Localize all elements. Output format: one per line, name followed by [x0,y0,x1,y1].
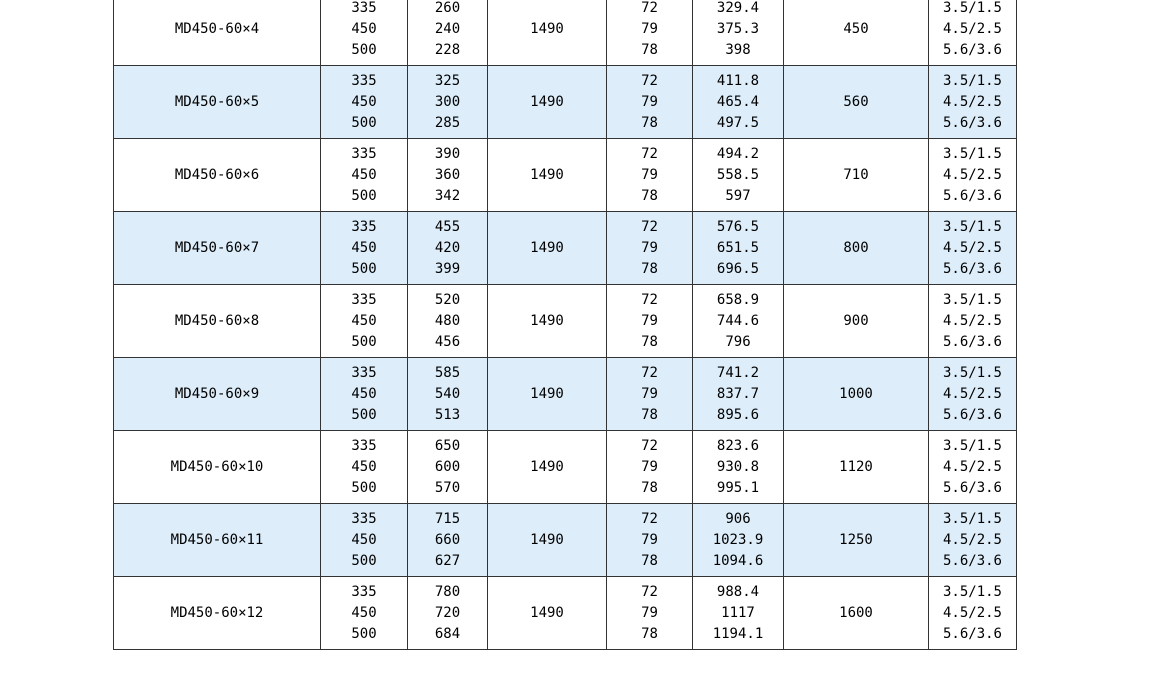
npsh-cell-value: 5.6/3.6 [942,114,1002,131]
head-cell-value: 480 [434,312,461,329]
head-cell-value: 228 [434,41,461,58]
speed-cell: 1490 [488,212,607,285]
table-body [114,0,1017,650]
table-row [114,139,1017,212]
model-cell: MD450-60×5 [114,66,321,139]
speed-cell: 1490 [488,358,607,431]
npsh-cell [929,139,1017,212]
npsh-cell-value: 4.5/2.5 [942,312,1002,329]
shaft-power-cell-value: 597 [725,187,751,204]
efficiency-cell-value: 72 [641,72,658,89]
head-cell-value: 715 [434,510,461,527]
table-row [114,66,1017,139]
npsh-cell-value: 3.5/1.5 [942,0,1002,16]
npsh-cell-value: 5.6/3.6 [942,625,1002,642]
efficiency-cell-value: 78 [641,187,658,204]
motor-power-cell: 450 [784,0,929,66]
efficiency-cell-value: 79 [641,93,658,110]
efficiency-cell [607,66,693,139]
flow-cell-value: 500 [351,260,377,277]
flow-cell [321,431,408,504]
shaft-power-cell-value: 494.2 [716,145,760,162]
flow-cell-value: 450 [351,166,377,183]
shaft-power-cell [693,0,784,66]
head-cell-value: 300 [434,93,461,110]
motor-power-cell: 1000 [784,358,929,431]
head-cell-value: 684 [434,625,461,642]
npsh-cell [929,0,1017,66]
table-row [114,577,1017,650]
flow-cell-value: 335 [351,218,377,235]
model-cell: MD450-60×4 [114,0,321,66]
motor-power-cell: 1250 [784,504,929,577]
table-row [114,431,1017,504]
flow-cell-value: 500 [351,333,377,350]
efficiency-cell-value: 78 [641,114,658,131]
flow-cell [321,577,408,650]
motor-power-cell: 1600 [784,577,929,650]
model-cell: MD450-60×8 [114,285,321,358]
efficiency-cell-value: 79 [641,20,658,37]
npsh-cell-value: 5.6/3.6 [942,41,1002,58]
table-row [114,285,1017,358]
shaft-power-cell-value: 411.8 [716,72,760,89]
efficiency-cell [607,139,693,212]
npsh-cell-value: 3.5/1.5 [942,145,1002,162]
flow-cell-value: 450 [351,604,377,621]
shaft-power-cell-value: 576.5 [716,218,760,235]
shaft-power-cell-value: 930.8 [716,458,760,475]
efficiency-cell-value: 72 [641,364,658,381]
flow-cell [321,358,408,431]
model-cell: MD450-60×7 [114,212,321,285]
efficiency-cell-value: 79 [641,604,658,621]
head-cell-value: 627 [434,552,461,569]
npsh-cell-value: 5.6/3.6 [942,333,1002,350]
flow-cell-value: 500 [351,625,377,642]
shaft-power-cell [693,431,784,504]
head-cell-value: 390 [434,145,461,162]
head-cell [408,358,488,431]
shaft-power-cell-value: 497.5 [716,114,760,131]
npsh-cell-value: 5.6/3.6 [942,552,1002,569]
model-cell: MD450-60×6 [114,139,321,212]
flow-cell-value: 335 [351,145,377,162]
speed-cell: 1490 [488,0,607,66]
motor-power-cell: 900 [784,285,929,358]
npsh-cell-value: 5.6/3.6 [942,260,1002,277]
npsh-cell-value: 3.5/1.5 [942,218,1002,235]
head-cell-value: 520 [434,291,461,308]
shaft-power-cell [693,577,784,650]
shaft-power-cell-value: 1194.1 [712,625,764,642]
speed-cell: 1490 [488,139,607,212]
model-cell: MD450-60×11 [114,504,321,577]
model-cell: MD450-60×12 [114,577,321,650]
head-cell-value: 240 [434,20,461,37]
efficiency-cell-value: 78 [641,260,658,277]
pump-spec-table [113,0,1017,650]
flow-cell-value: 500 [351,552,377,569]
head-cell [408,285,488,358]
efficiency-cell-value: 72 [641,583,658,600]
head-cell-value: 455 [434,218,461,235]
efficiency-cell-value: 72 [641,437,658,454]
speed-cell: 1490 [488,504,607,577]
head-cell-value: 260 [434,0,461,16]
head-cell-value: 540 [434,385,461,402]
flow-cell-value: 335 [351,72,377,89]
efficiency-cell-value: 79 [641,531,658,548]
flow-cell-value: 335 [351,583,377,600]
efficiency-cell-value: 79 [641,239,658,256]
npsh-cell-value: 4.5/2.5 [942,20,1002,37]
flow-cell-value: 335 [351,291,377,308]
speed-cell: 1490 [488,285,607,358]
efficiency-cell [607,431,693,504]
head-cell [408,577,488,650]
shaft-power-cell-value: 651.5 [716,239,760,256]
npsh-cell-value: 3.5/1.5 [942,510,1002,527]
shaft-power-cell-value: 398 [725,41,751,58]
shaft-power-cell [693,285,784,358]
npsh-cell-value: 5.6/3.6 [942,479,1002,496]
flow-cell-value: 335 [351,0,377,16]
shaft-power-cell-value: 696.5 [716,260,760,277]
table-row [114,358,1017,431]
flow-cell-value: 500 [351,406,377,423]
speed-cell: 1490 [488,431,607,504]
shaft-power-cell-value: 1023.9 [712,531,764,548]
npsh-cell [929,285,1017,358]
efficiency-cell [607,358,693,431]
npsh-cell-value: 4.5/2.5 [942,385,1002,402]
head-cell-value: 399 [434,260,461,277]
head-cell-value: 285 [434,114,461,131]
head-cell [408,139,488,212]
shaft-power-cell-value: 558.5 [716,166,760,183]
head-cell-value: 570 [434,479,461,496]
flow-cell-value: 450 [351,93,377,110]
shaft-power-cell-value: 329.4 [716,0,760,16]
efficiency-cell-value: 72 [641,218,658,235]
efficiency-cell-value: 79 [641,312,658,329]
npsh-cell-value: 5.6/3.6 [942,187,1002,204]
efficiency-cell-value: 79 [641,385,658,402]
head-cell [408,66,488,139]
shaft-power-cell-value: 744.6 [716,312,760,329]
npsh-cell-value: 4.5/2.5 [942,531,1002,548]
npsh-cell [929,66,1017,139]
npsh-cell-value: 4.5/2.5 [942,604,1002,621]
flow-cell-value: 450 [351,385,377,402]
table-row [114,212,1017,285]
shaft-power-cell [693,139,784,212]
head-cell-value: 660 [434,531,461,548]
shaft-power-cell-value: 988.4 [716,583,760,600]
shaft-power-cell-value: 658.9 [716,291,760,308]
flow-cell-value: 450 [351,458,377,475]
npsh-cell [929,577,1017,650]
efficiency-cell [607,577,693,650]
efficiency-cell-value: 72 [641,145,658,162]
efficiency-cell [607,0,693,66]
efficiency-cell-value: 72 [641,291,658,308]
table-row [114,0,1017,66]
efficiency-cell-value: 72 [641,0,658,16]
flow-cell [321,0,408,66]
shaft-power-cell-value: 375.3 [716,20,760,37]
shaft-power-cell-value: 895.6 [716,406,760,423]
npsh-cell [929,504,1017,577]
efficiency-cell-value: 78 [641,41,658,58]
npsh-cell-value: 3.5/1.5 [942,291,1002,308]
flow-cell [321,66,408,139]
head-cell [408,431,488,504]
shaft-power-cell-value: 1094.6 [712,552,764,569]
flow-cell [321,285,408,358]
npsh-cell-value: 3.5/1.5 [942,72,1002,89]
head-cell-value: 720 [434,604,461,621]
shaft-power-cell-value: 995.1 [716,479,760,496]
npsh-cell-value: 5.6/3.6 [942,406,1002,423]
flow-cell-value: 450 [351,239,377,256]
efficiency-cell-value: 78 [641,552,658,569]
shaft-power-cell [693,66,784,139]
flow-cell-value: 335 [351,364,377,381]
shaft-power-cell-value: 465.4 [716,93,760,110]
efficiency-cell-value: 72 [641,510,658,527]
speed-cell: 1490 [488,66,607,139]
npsh-cell-value: 3.5/1.5 [942,364,1002,381]
shaft-power-cell-value: 837.7 [716,385,760,402]
flow-cell-value: 500 [351,114,377,131]
motor-power-cell: 800 [784,212,929,285]
flow-cell-value: 500 [351,187,377,204]
flow-cell-value: 450 [351,20,377,37]
npsh-cell-value: 4.5/2.5 [942,239,1002,256]
npsh-cell-value: 4.5/2.5 [942,458,1002,475]
head-cell-value: 513 [434,406,461,423]
npsh-cell-value: 4.5/2.5 [942,166,1002,183]
efficiency-cell-value: 78 [641,625,658,642]
speed-cell: 1490 [488,577,607,650]
model-cell: MD450-60×10 [114,431,321,504]
npsh-cell-value: 3.5/1.5 [942,437,1002,454]
motor-power-cell: 1120 [784,431,929,504]
efficiency-cell [607,212,693,285]
head-cell-value: 456 [434,333,461,350]
npsh-cell-value: 4.5/2.5 [942,93,1002,110]
flow-cell-value: 500 [351,41,377,58]
table-row [114,504,1017,577]
shaft-power-cell-value: 1117 [721,604,755,621]
shaft-power-cell-value: 796 [725,333,751,350]
npsh-cell [929,212,1017,285]
flow-cell-value: 450 [351,312,377,329]
shaft-power-cell-value: 906 [725,510,751,527]
efficiency-cell-value: 79 [641,458,658,475]
head-cell-value: 360 [434,166,461,183]
shaft-power-cell [693,212,784,285]
shaft-power-cell-value: 823.6 [716,437,760,454]
head-cell [408,212,488,285]
npsh-cell [929,358,1017,431]
motor-power-cell: 710 [784,139,929,212]
efficiency-cell-value: 78 [641,479,658,496]
efficiency-cell-value: 78 [641,333,658,350]
npsh-cell [929,431,1017,504]
flow-cell [321,504,408,577]
flow-cell [321,139,408,212]
head-cell-value: 420 [434,239,461,256]
shaft-power-cell-value: 741.2 [716,364,760,381]
flow-cell-value: 450 [351,531,377,548]
flow-cell [321,212,408,285]
flow-cell-value: 335 [351,510,377,527]
head-cell-value: 650 [434,437,461,454]
head-cell-value: 780 [434,583,461,600]
head-cell-value: 600 [434,458,461,475]
head-cell-value: 342 [434,187,461,204]
motor-power-cell: 560 [784,66,929,139]
efficiency-cell [607,504,693,577]
flow-cell-value: 500 [351,479,377,496]
shaft-power-cell [693,504,784,577]
efficiency-cell-value: 79 [641,166,658,183]
head-cell [408,0,488,66]
head-cell-value: 585 [434,364,461,381]
efficiency-cell [607,285,693,358]
model-cell: MD450-60×9 [114,358,321,431]
head-cell-value: 325 [434,72,461,89]
efficiency-cell-value: 78 [641,406,658,423]
flow-cell-value: 335 [351,437,377,454]
head-cell [408,504,488,577]
shaft-power-cell [693,358,784,431]
npsh-cell-value: 3.5/1.5 [942,583,1002,600]
